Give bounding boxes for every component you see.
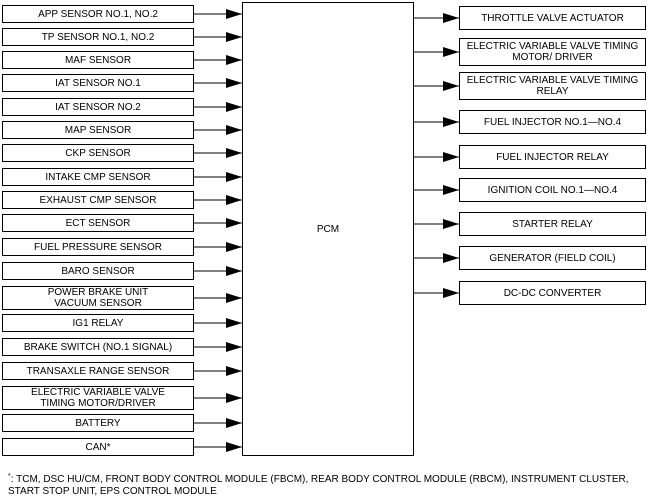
input-box: EXHAUST CMP SENSOR	[2, 191, 194, 209]
footnote-marker: *	[8, 473, 11, 480]
input-box: TRANSAXLE RANGE SENSOR	[2, 362, 194, 380]
input-box: ELECTRIC VARIABLE VALVE TIMING MOTOR/DRIVER	[2, 386, 194, 410]
footnote-text: : TCM, DSC HU/CM, FRONT BODY CONTROL MODULE (FBCM), REAR BODY CONTROL MODULE (RBCM), INSTRUMENT CLUSTER, START STOP UNIT, EPS CONTROL MODULE	[8, 474, 629, 497]
output-box: THROTTLE VALVE ACTUATOR	[459, 6, 646, 30]
input-box: IG1 RELAY	[2, 314, 194, 332]
pcm-label: PCM	[316, 223, 340, 235]
input-box: IAT SENSOR NO.2	[2, 98, 194, 116]
input-box: MAF SENSOR	[2, 51, 194, 69]
footnote	[8, 474, 638, 498]
input-box: ECT SENSOR	[2, 214, 194, 232]
input-box: MAP SENSOR	[2, 121, 194, 139]
input-box: CAN*	[2, 438, 194, 456]
output-box: FUEL INJECTOR RELAY	[459, 145, 646, 169]
output-box: STARTER RELAY	[459, 212, 646, 236]
input-box: INTAKE CMP SENSOR	[2, 168, 194, 186]
pcm-block	[242, 2, 414, 456]
output-box: GENERATOR (FIELD COIL)	[459, 246, 646, 270]
output-box: FUEL INJECTOR NO.1—NO.4	[459, 110, 646, 134]
output-box: ELECTRIC VARIABLE VALVE TIMING MOTOR/ DRIVER	[459, 38, 646, 66]
input-box: POWER BRAKE UNIT VACUUM SENSOR	[2, 286, 194, 310]
input-box: BRAKE SWITCH (NO.1 SIGNAL)	[2, 338, 194, 356]
input-box: CKP SENSOR	[2, 144, 194, 162]
input-box: FUEL PRESSURE SENSOR	[2, 238, 194, 256]
output-box: IGNITION COIL NO.1—NO.4	[459, 178, 646, 202]
input-box: APP SENSOR NO.1, NO.2	[2, 5, 194, 23]
input-box: BARO SENSOR	[2, 262, 194, 280]
output-box: ELECTRIC VARIABLE VALVE TIMING RELAY	[459, 72, 646, 100]
input-box: TP SENSOR NO.1, NO.2	[2, 28, 194, 46]
output-box: DC-DC CONVERTER	[459, 281, 646, 305]
input-box: BATTERY	[2, 414, 194, 432]
input-box: IAT SENSOR NO.1	[2, 74, 194, 92]
